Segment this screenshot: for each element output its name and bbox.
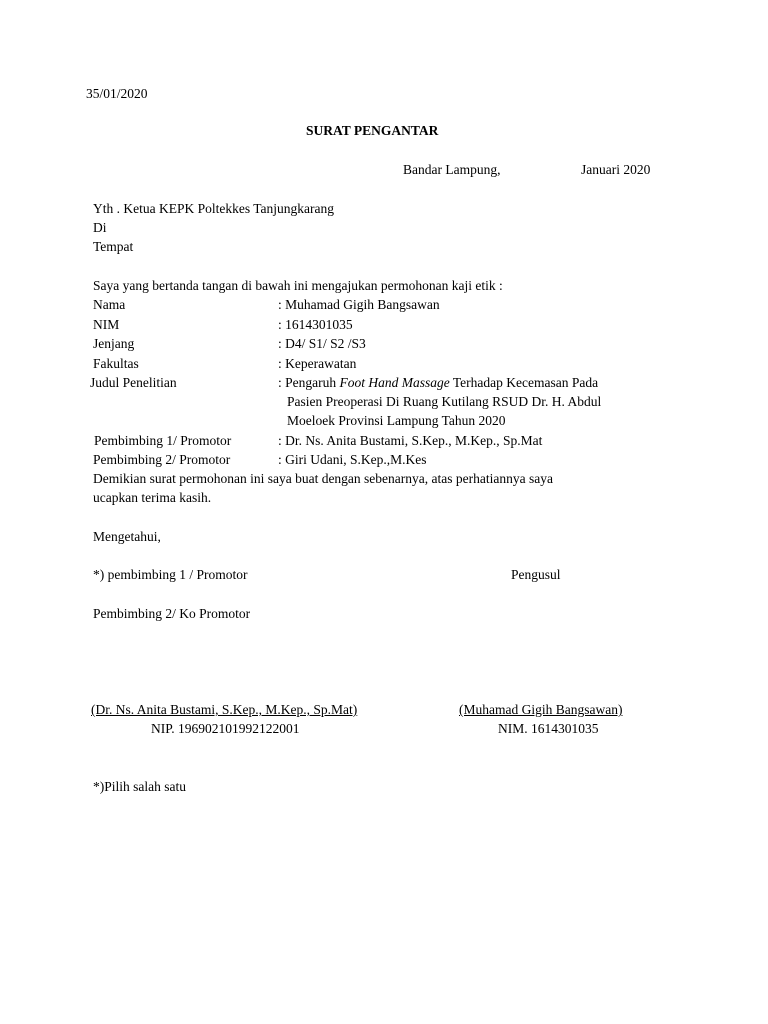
closing-line2: ucapkan terima kasih.	[93, 490, 212, 505]
sign-right-id: NIM. 1614301035	[498, 721, 599, 736]
field-value-pembimbing1: : Dr. Ns. Anita Bustami, S.Kep., M.Kep., Sp.Mat	[278, 433, 543, 448]
field-value-fakultas: : Keperawatan	[278, 356, 357, 371]
field-label-pembimbing1: Pembimbing 1/ Promotor	[94, 433, 232, 448]
intro-text: Saya yang bertanda tangan di bawah ini mengajukan permohonan kaji etik :	[93, 278, 503, 293]
addressee-line1: Yth . Ketua KEPK Poltekkes Tanjungkarang	[93, 201, 335, 216]
field-label-judul: Judul Penelitian	[90, 375, 177, 390]
letter-title: SURAT PENGANTAR	[306, 123, 439, 138]
field-value-judul-line1	[278, 373, 598, 392]
sign-left-role: *) pembimbing 1 / Promotor	[93, 567, 248, 582]
letter-number: 35/01/2020	[86, 86, 148, 101]
field-value-jenjang: : D4/ S1/ S2 /S3	[278, 336, 366, 351]
judul-italic: Foot Hand Massage	[339, 375, 450, 390]
field-value-nim: : 1614301035	[278, 317, 353, 332]
field-value-judul-line3: Moeloek Provinsi Lampung Tahun 2020	[287, 413, 506, 428]
field-value-pembimbing2: : Giri Udani, S.Kep.,M.Kes	[278, 452, 427, 467]
addressee-line2: Di	[93, 220, 107, 235]
footnote: *)Pilih salah satu	[93, 779, 186, 794]
mengetahui-text: Mengetahui,	[93, 529, 161, 544]
sign-right-name: (Muhamad Gigih Bangsawan)	[459, 702, 623, 717]
field-label-jenjang: Jenjang	[93, 336, 135, 351]
closing-line1: Demikian surat permohonan ini saya buat dengan sebenarnya, atas perhatiannya saya	[93, 471, 553, 486]
sign-left-role2: Pembimbing 2/ Ko Promotor	[93, 606, 251, 621]
letter-date: Januari 2020	[581, 162, 651, 177]
field-label-nama: Nama	[93, 297, 126, 312]
sign-left-name: (Dr. Ns. Anita Bustami, S.Kep., M.Kep., Sp.Mat)	[91, 702, 358, 717]
letter-place: Bandar Lampung,	[403, 162, 501, 177]
field-label-nim: NIM	[93, 317, 120, 332]
judul-prefix: : Pengaruh	[278, 375, 340, 390]
field-label-fakultas: Fakultas	[93, 356, 139, 371]
judul-suffix: Terhadap Kecemasan Pada	[449, 375, 599, 390]
field-value-judul-line2: Pasien Preoperasi Di Ruang Kutilang RSUD Dr. H. Abdul	[287, 394, 602, 409]
addressee-line3: Tempat	[93, 239, 134, 254]
field-value-nama: : Muhamad Gigih Bangsawan	[278, 297, 440, 312]
field-label-pembimbing2: Pembimbing 2/ Promotor	[93, 452, 231, 467]
sign-right-role: Pengusul	[511, 567, 561, 582]
sign-left-id: NIP. 196902101992122001	[151, 721, 300, 736]
